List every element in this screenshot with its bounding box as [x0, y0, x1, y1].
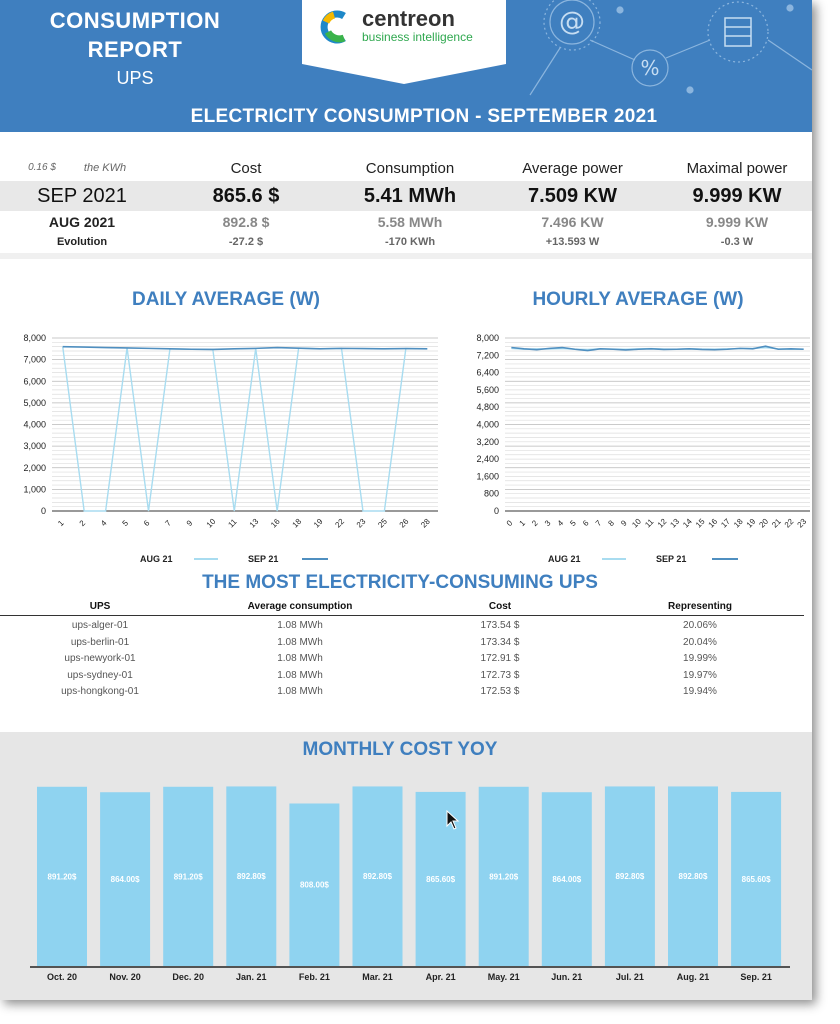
bar-value-label: 892.80$: [615, 872, 645, 882]
ups-avg-consumption: 1.08 MWh: [277, 620, 323, 631]
bar-value-label: 891.20$: [173, 872, 203, 882]
x-category-label: Mar. 21: [362, 972, 393, 982]
x-tick-label: 16: [706, 516, 720, 530]
ups-name: ups-newyork-01: [64, 653, 136, 664]
ups-header-representing: Representing: [668, 601, 732, 612]
x-tick-label: 10: [630, 516, 644, 530]
y-tick-label: 1,600: [476, 471, 499, 482]
x-tick-label: 2: [77, 518, 88, 528]
y-tick-label: 4,800: [476, 402, 499, 413]
x-tick-label: 4: [555, 518, 566, 528]
y-tick-label: 3,200: [476, 436, 499, 447]
x-tick-label: 6: [141, 518, 152, 528]
ups-representing: 19.97%: [683, 669, 717, 681]
grid-lines: [505, 338, 810, 511]
ups-avg-consumption: 1.08 MWh: [277, 653, 323, 664]
ups-avg-consumption: 1.08 MWh: [277, 669, 323, 681]
ups-representing: 19.99%: [683, 653, 717, 664]
x-category-label: Jul. 21: [615, 972, 644, 982]
y-tick-label: 2,400: [476, 454, 499, 465]
x-tick-label: 9: [619, 518, 629, 528]
x-category-label: Aug. 21: [676, 972, 710, 982]
evolution-label: Evolution: [56, 236, 108, 248]
y-tick-label: 4,000: [23, 419, 46, 430]
x-tick-label: 13: [247, 516, 261, 530]
evolution-average-power: +13.593 W: [545, 236, 600, 248]
bar-value-label: 892.80$: [678, 872, 708, 882]
x-tick-label: 26: [397, 516, 411, 530]
ups-name: ups-sydney-01: [67, 669, 133, 681]
monthly-cost-chart: [0, 770, 812, 995]
ups-header-name: UPS: [89, 601, 111, 612]
report-header: [0, 0, 812, 132]
legend-aug-label: AUG 21: [140, 554, 173, 564]
bar-value-label: 864.00$: [552, 875, 582, 885]
current-average-power: 7.509 KW: [528, 185, 617, 207]
x-tick-label: 15: [693, 516, 707, 530]
y-tick-label: 8,000: [23, 333, 46, 343]
x-tick-label: 9: [184, 518, 195, 528]
x-tick-label: 8: [606, 518, 617, 528]
x-tick-label: 7: [593, 518, 604, 528]
hourly-average-chart: [455, 326, 812, 538]
y-tick-label: 4,000: [476, 419, 499, 430]
y-tick-label: 1,000: [23, 484, 46, 495]
x-tick-label: 2: [530, 518, 540, 528]
x-tick-label: 23: [795, 516, 809, 530]
legend-sep-label: SEP 21: [248, 554, 279, 564]
decorative-network-icons: [520, 0, 812, 100]
daily-average-chart: [0, 326, 450, 538]
x-tick-label: 10: [204, 516, 218, 530]
ups-header-cost: Cost: [488, 601, 512, 612]
x-tick-label: 16: [269, 516, 282, 530]
x-tick-label: 7: [163, 518, 173, 528]
report-title-line3: UPS: [116, 68, 154, 88]
x-tick-label: 1: [517, 518, 528, 528]
ups-header-consumption: Average consumption: [247, 601, 353, 612]
x-tick-label: 1: [56, 518, 66, 528]
x-tick-label: 12: [655, 516, 669, 530]
rate-value: 0.16 $: [28, 162, 56, 173]
x-tick-label: 21: [770, 516, 783, 530]
section-divider: [0, 253, 812, 259]
legend-sep-label: SEP 21: [656, 554, 687, 564]
svg-text:@: @: [559, 7, 585, 37]
legend-sep-swatch: [302, 558, 328, 560]
x-tick-label: 19: [744, 516, 758, 530]
bar-value-label: 865.60$: [741, 874, 771, 884]
x-tick-label: 22: [782, 516, 796, 530]
x-tick-label: 14: [681, 516, 694, 530]
bar-value-label: 808.00$: [299, 880, 329, 890]
y-tick-label: 0: [40, 506, 46, 516]
x-tick-label: 22: [333, 516, 347, 530]
current-consumption: 5.41 MWh: [363, 185, 457, 207]
legend-aug-label: AUG 21: [548, 554, 581, 564]
y-tick-label: 0: [493, 506, 499, 516]
x-tick-label: 11: [643, 517, 656, 530]
previous-consumption: 5.58 MWh: [377, 214, 443, 230]
ups-cost: 173.54 $: [480, 620, 520, 631]
x-tick-label: 4: [99, 518, 109, 528]
ups-name: ups-alger-01: [71, 620, 129, 631]
x-category-label: Sep. 21: [740, 972, 772, 982]
x-tick-label: 5: [120, 518, 131, 528]
current-cost: 865.6 $: [212, 185, 280, 207]
x-tick-label: 0: [504, 518, 515, 528]
x-tick-label: 17: [719, 516, 732, 530]
ups-cost: 172.73 $: [480, 669, 520, 681]
ups-representing: 20.06%: [683, 620, 717, 631]
svg-text:%: %: [640, 56, 660, 80]
centreon-logo-icon: [320, 10, 354, 44]
monthly-cost-title: MONTHLY COST YOY: [302, 739, 498, 760]
x-tick-label: 18: [732, 516, 745, 530]
y-tick-label: 7,000: [23, 354, 46, 365]
x-category-label: Feb. 21: [298, 972, 330, 982]
x-tick-label: 13: [668, 516, 682, 530]
x-tick-label: 28: [419, 516, 432, 530]
bar-value-label: 865.60$: [426, 874, 456, 884]
previous-maximal-power: 9.999 KW: [705, 214, 769, 230]
y-tick-label: 3,000: [23, 441, 46, 452]
x-category-label: May. 21: [487, 972, 520, 982]
x-category-label: Apr. 21: [425, 972, 456, 982]
x-category-label: Jun. 21: [551, 972, 583, 982]
y-tick-label: 5,600: [476, 384, 499, 395]
previous-period-label: AUG 2021: [48, 214, 116, 230]
x-category-label: Oct. 20: [46, 972, 78, 982]
y-tick-label: 5,000: [23, 397, 46, 408]
x-tick-label: 6: [581, 518, 591, 528]
x-category-label: Nov. 20: [109, 972, 141, 982]
y-tick-label: 800: [483, 488, 499, 499]
evolution-maximal-power: -0.3 W: [720, 236, 754, 248]
ups-cost: 172.53 $: [480, 686, 520, 697]
previous-cost: 892.8 $: [222, 214, 270, 230]
x-tick-label: 5: [568, 518, 578, 528]
bar-value-label: 891.20$: [47, 872, 77, 882]
logo-name: centreon: [362, 6, 455, 31]
report-title-line2: REPORT: [87, 37, 183, 62]
daily-average-title: DAILY AVERAGE (W): [132, 289, 320, 310]
x-tick-label: 19: [311, 516, 325, 530]
ups-avg-consumption: 1.08 MWh: [277, 686, 323, 697]
report-subtitle: ELECTRICITY CONSUMPTION - SEPTEMBER 2021: [190, 106, 658, 127]
hourly-average-title: HOURLY AVERAGE (W): [532, 289, 744, 310]
mouse-cursor-icon: [446, 810, 460, 830]
bar-value-label: 892.80$: [363, 872, 392, 882]
header-average-power: Average power: [522, 160, 623, 177]
y-tick-label: 7,200: [476, 350, 499, 361]
header-consumption: Consumption: [365, 160, 455, 177]
series-line-sep-21: [63, 347, 428, 350]
ups-representing: 19.94%: [683, 686, 717, 697]
evolution-consumption: -170 KWh: [384, 236, 436, 248]
x-category-label: Dec. 20: [172, 972, 204, 982]
legend-sep-swatch: [712, 558, 738, 560]
x-tick-label: 20: [757, 516, 771, 530]
header-maximal-power: Maximal power: [686, 160, 788, 177]
y-tick-label: 6,400: [476, 367, 499, 378]
header-cost: Cost: [230, 160, 262, 177]
ups-avg-consumption: 1.08 MWh: [277, 636, 323, 648]
bar-value-label: 892.80$: [236, 872, 266, 882]
x-category-label: Jan. 21: [236, 972, 267, 982]
top-ups-title: THE MOST ELECTRICITY-CONSUMING UPS: [202, 572, 598, 593]
rate-unit: the KWh: [83, 162, 127, 174]
bar-value-label: 891.20$: [489, 872, 519, 882]
x-tick-label: 25: [376, 516, 389, 530]
previous-average-power: 7.496 KW: [541, 214, 604, 230]
y-tick-label: 6,000: [23, 376, 46, 387]
y-tick-label: 8,000: [476, 333, 499, 343]
ups-name: ups-berlin-01: [70, 636, 130, 648]
ups-cost: 173.34 $: [480, 636, 520, 648]
ups-cost: 172.91 $: [480, 653, 520, 664]
x-tick-label: 18: [290, 516, 304, 530]
ups-name: ups-hongkong-01: [61, 686, 139, 697]
legend-aug-swatch: [602, 558, 626, 560]
legend-aug-swatch: [194, 558, 218, 560]
ups-representing: 20.04%: [683, 636, 717, 648]
report-title-line1: CONSUMPTION: [49, 8, 221, 33]
x-tick-label: 11: [226, 517, 239, 530]
y-tick-label: 2,000: [23, 462, 46, 473]
bar-value-label: 864.00$: [110, 875, 140, 885]
current-period-label: SEP 2021: [37, 185, 127, 207]
x-tick-label: 23: [354, 516, 368, 530]
x-tick-label: 3: [542, 518, 553, 528]
evolution-cost: -27.2 $: [228, 236, 264, 248]
ups-table-header-line: [0, 615, 804, 616]
current-maximal-power: 9.999 KW: [692, 185, 782, 207]
logo-tagline: business intelligence: [362, 30, 473, 44]
